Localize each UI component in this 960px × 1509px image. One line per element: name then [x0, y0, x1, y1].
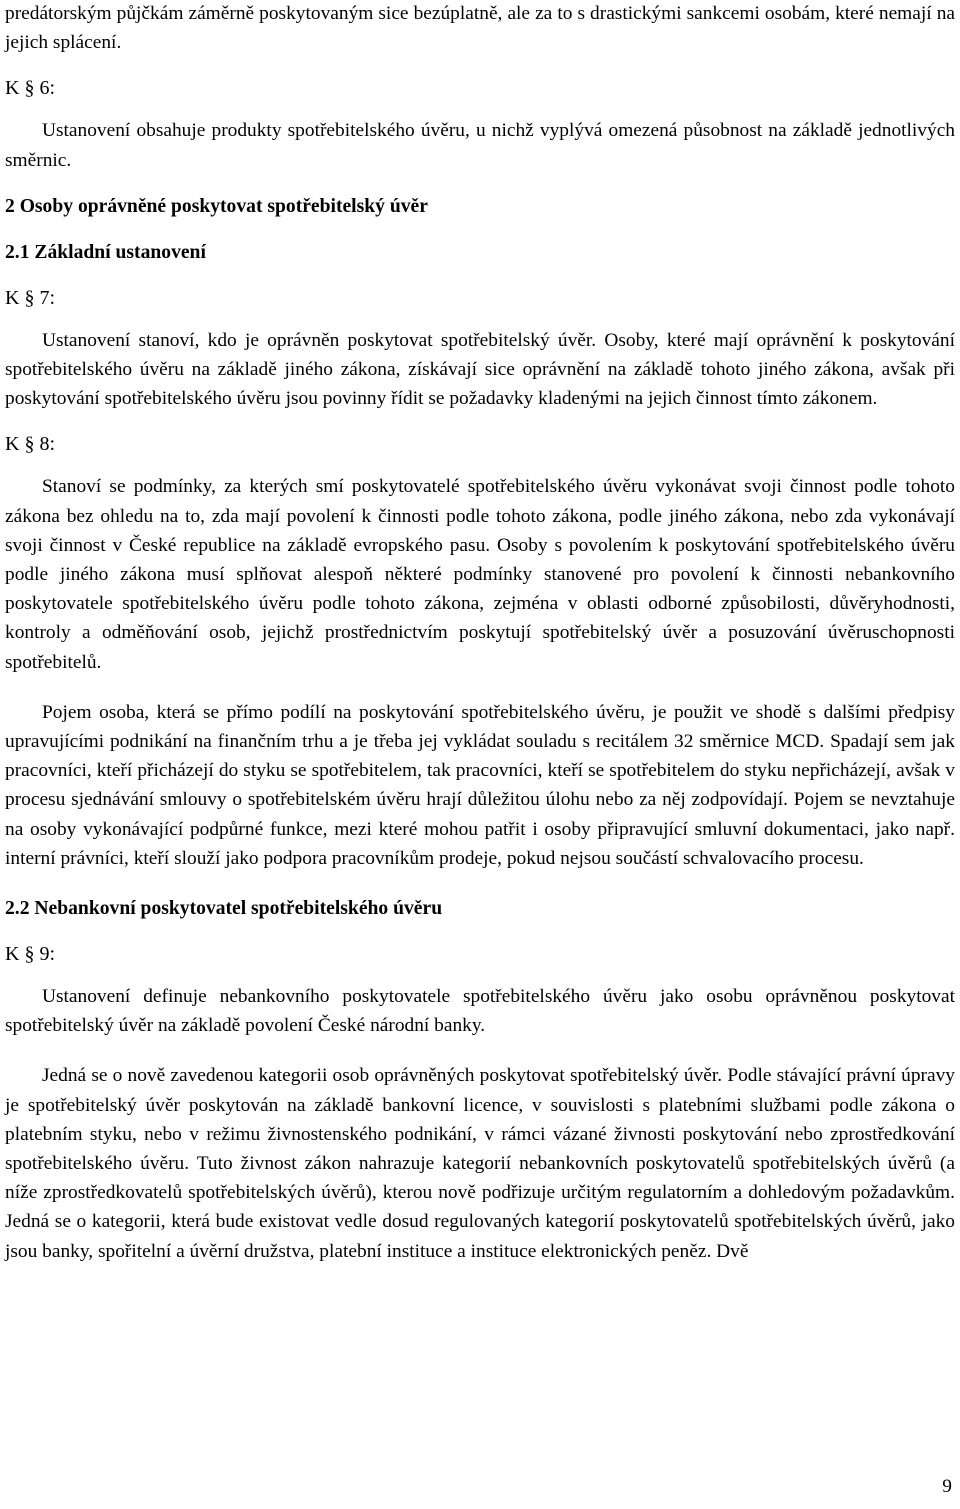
k8-paragraph-1: Stanoví se podmínky, za kterých smí poskytovatelé spotřebitelského úvěru vykonávat svoji činnost podle tohoto zákona bez ohledu na to, zda mají povolení k činnosti podle tohoto zákona, podle jiného zákona, nebo zda vykonávají svoji činnost v České republice na základě evropského pasu. Osoby s povolením k poskytování spotřebitelského úvěru podle jiného zákona musí splňovat alespoň některé podmínky stanovené pro povolení k činnosti nebankovního poskytovatele spotřebitelského úvěru podle tohoto zákona, zejména v oblasti odborné způsobilosti, důvěryhodnosti, kontroly a odměňování osob, jejichž prostřednictvím poskytují spotřebitelský úvěr a posuzování úvěruschopnosti spotřebitelů.	[5, 476, 955, 673]
k7-label: K § 7:	[5, 286, 55, 309]
k9-label: K § 9:	[5, 943, 55, 966]
k6-label: K § 6:	[5, 77, 55, 100]
section-2-2-heading: 2.2 Nebankovní poskytovatel spotřebitelského úvěru	[5, 898, 443, 920]
k7-paragraph: Ustanovení stanoví, kdo je oprávněn poskytovat spotřebitelský úvěr. Osoby, které mají oprávnění k poskytování spotřebitelského úvěru na základě jiného zákona, získávají sice oprávnění na základě tohoto jiného zákona, avšak při poskytování spotřebitelského úvěru jsou povinny řídit se požadavky kladenými na jejich činnost tímto zákonem.	[5, 329, 955, 410]
intro-paragraph: predátorským půjčkám záměrně poskytovaným sice bezúplatně, ale za to s drastickými sankcemi osobám, které nemají na jejich splácení.	[5, 3, 955, 54]
k9-paragraph-1: Ustanovení definuje nebankovního poskytovatele spotřebitelského úvěru jako osobu oprávněnou poskytovat spotřebitelský úvěr na základě povolení České národní banky.	[5, 986, 955, 1037]
k8-paragraph-2: Pojem osoba, která se přímo podílí na poskytování spotřebitelského úvěru, je použit ve shodě s dalšími předpisy upravujícími podnikání na finančním trhu a je třeba jej vykládat souladu s recitálem 32 směrnice MCD. Spadají sem jak pracovníci, kteří přicházejí do styku se spotřebitelem, tak pracovníci, kteří se spotřebitelem do styku nepřicházejí, avšak v procesu sjednávání smlouvy o spotřebitelském úvěru hrají důležitou úlohu nebo za něj zodpovídají. Pojem se nevztahuje na osoby vykonávající podpůrné funkce, mezi které mohou patřit i osoby připravující smluvní dokumentaci, jako např. interní právníci, kteří slouží jako podpora pracovníkům prodeje, pokud nejsou součástí schvalovacího procesu.	[5, 701, 955, 869]
section-2-1-heading: 2.1 Základní ustanovení	[5, 241, 206, 263]
section-2-heading: 2 Osoby oprávněné poskytovat spotřebitelský úvěr	[5, 195, 428, 217]
k8-label: K § 8:	[5, 433, 55, 456]
document-page	[5, 0, 955, 1266]
k9-paragraph-2: Jedná se o nově zavedenou kategorii osob oprávněných poskytovat spotřebitelský úvěr. Podle stávající právní úpravy je spotřebitelský úvěr poskytován na základě bankovní licence, v souvislosti s platebními službami podle zákona o platebním styku, nebo v režimu živnostenského podnikání, v rámci vázané živnosti poskytování nebo zprostředkování spotřebitelského úvěru. Tuto živnost zákon nahrazuje kategorií nebankovních poskytovatelů spotřebitelských úvěrů (a níže zprostředkovatelů spotřebitelských úvěrů), kterou nově podřizuje určitým regulatorním a dohledovým požadavkům. Jedná se o kategorii, která bude existovat vedle dosud regulovaných kategorií poskytovatelů spotřebitelských úvěrů, jako jsou banky, spořitelní a úvěrní družstva, platební instituce a instituce elektronických peněz. Dvě	[5, 1065, 955, 1262]
k6-paragraph: Ustanovení obsahuje produkty spotřebitelského úvěru, u nichž vyplývá omezená působnost na základě jednotlivých směrnic.	[5, 120, 955, 171]
page-number: 9	[942, 1476, 952, 1497]
